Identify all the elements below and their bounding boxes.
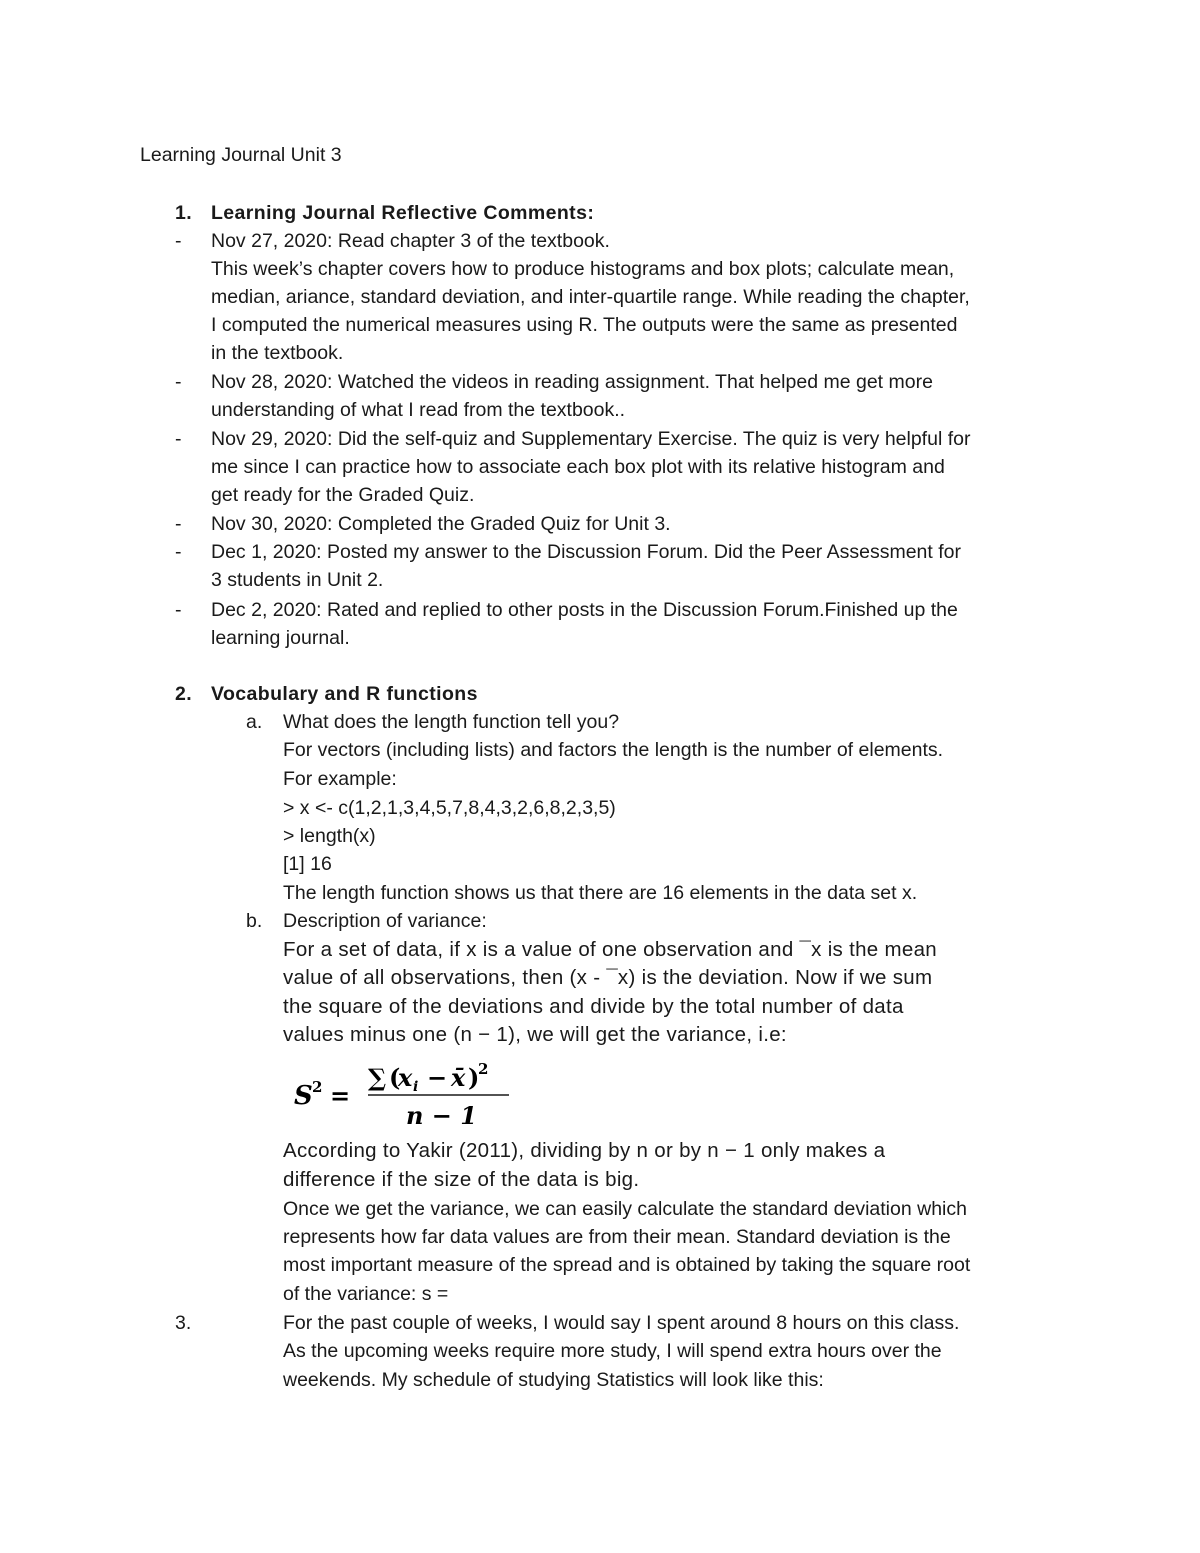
- journal-entry-line: Nov 30, 2020: Completed the Graded Quiz for Unit 3.: [211, 513, 671, 535]
- journal-entry-line: Nov 29, 2020: Did the self-quiz and Supplementary Exercise. The quiz is very helpful for: [211, 428, 971, 450]
- section-3-line: weekends. My schedule of studying Statistics will look like this:: [283, 1369, 824, 1391]
- bullet-dash: -: [175, 541, 182, 563]
- journal-entry-line: Dec 1, 2020: Posted my answer to the Discussion Forum. Did the Peer Assessment for: [211, 541, 961, 563]
- r-code-line: > x <- c(1,2,1,3,4,5,7,8,4,3,2,6,8,2,3,5): [283, 797, 616, 819]
- bullet-dash: -: [175, 599, 182, 621]
- formula-open-paren: (: [389, 1063, 401, 1092]
- item-b-line: difference if the size of the data is big.: [283, 1168, 640, 1191]
- formula-xbar: x̄: [451, 1063, 466, 1092]
- journal-entry-line: I computed the numerical measures using R. The outputs were the same as presented: [211, 314, 958, 336]
- journal-entry-line: learning journal.: [211, 627, 350, 649]
- item-a-line: For vectors (including lists) and factors the length is the number of elements.: [283, 739, 944, 761]
- journal-entry-line: 3 students in Unit 2.: [211, 569, 384, 591]
- formula-denominator: n − 1: [406, 1101, 477, 1130]
- item-a-line: For example:: [283, 768, 397, 790]
- item-a-line: What does the length function tell you?: [283, 711, 620, 733]
- item-b-line: of the variance: s =: [283, 1283, 449, 1305]
- variance-formula: [292, 1060, 522, 1130]
- section-3-number: 3.: [175, 1312, 192, 1334]
- item-a-line: The length function shows us that there are 16 elements in the data set x.: [283, 882, 918, 904]
- item-b-line: the square of the deviations and divide by the total number of data: [283, 995, 904, 1018]
- journal-entry-line: me since I can practice how to associate each box plot with its relative histogram and: [211, 456, 945, 478]
- formula-close-paren: ): [468, 1063, 480, 1092]
- section-2-heading: Vocabulary and R functions: [211, 683, 478, 705]
- bullet-dash: -: [175, 371, 182, 393]
- item-b-line: most important measure of the spread and is obtained by taking the square root: [283, 1254, 971, 1276]
- journal-entry-line: Nov 28, 2020: Watched the videos in reading assignment. That helped me get more: [211, 371, 933, 393]
- item-a-marker: a.: [246, 711, 263, 733]
- section-1-number: 1.: [175, 202, 193, 224]
- section-1-heading: Learning Journal Reflective Comments:: [211, 202, 595, 224]
- item-b-line: values minus one (n − 1), we will get the variance, i.e:: [283, 1023, 787, 1046]
- section-2-number: 2.: [175, 683, 193, 705]
- formula-minus: −: [427, 1063, 448, 1092]
- formula-lhs-exponent: 2: [312, 1078, 323, 1096]
- journal-entry-line: get ready for the Graded Quiz.: [211, 484, 475, 506]
- formula-lhs: S: [294, 1081, 313, 1111]
- formula-xi: x: [398, 1063, 413, 1092]
- item-b-line: For a set of data, if x is a value of one observation and ¯x is the mean: [283, 938, 937, 961]
- bullet-dash: -: [175, 230, 182, 252]
- journal-entry-line: understanding of what I read from the textbook..: [211, 399, 626, 421]
- journal-entry-line: in the textbook.: [211, 342, 344, 364]
- formula-equals: =: [330, 1081, 351, 1110]
- journal-entry-line: This week’s chapter covers how to produce histograms and box plots; calculate mean,: [211, 258, 955, 280]
- section-3-line: As the upcoming weeks require more study, I will spend extra hours over the: [283, 1340, 942, 1362]
- r-code-line: > length(x): [283, 825, 376, 847]
- item-b-line: Once we get the variance, we can easily calculate the standard deviation which: [283, 1198, 967, 1220]
- journal-entry-line: Nov 27, 2020: Read chapter 3 of the textbook.: [211, 230, 610, 252]
- item-b-line: Description of variance:: [283, 910, 487, 932]
- item-b-line: According to Yakir (2011), dividing by n or by n − 1 only makes a: [283, 1139, 886, 1162]
- formula-sum-symbol: ∑: [368, 1063, 387, 1092]
- item-b-marker: b.: [246, 910, 263, 932]
- document-title: Learning Journal Unit 3: [140, 144, 342, 166]
- formula-num-exponent: 2: [478, 1060, 489, 1078]
- bullet-dash: -: [175, 428, 182, 450]
- journal-entry-line: Dec 2, 2020: Rated and replied to other posts in the Discussion Forum.Finished up the: [211, 599, 958, 621]
- formula-xi-subscript: i: [413, 1079, 419, 1095]
- journal-entry-line: median, ariance, standard deviation, and inter-quartile range. While reading the chapter,: [211, 286, 970, 308]
- r-output-line: [1] 16: [283, 853, 332, 875]
- item-b-line: value of all observations, then (x - ¯x) is the deviation. Now if we sum: [283, 966, 933, 989]
- item-b-line: represents how far data values are from their mean. Standard deviation is the: [283, 1226, 951, 1248]
- bullet-dash: -: [175, 513, 182, 535]
- section-3-line: For the past couple of weeks, I would say I spent around 8 hours on this class.: [283, 1312, 960, 1334]
